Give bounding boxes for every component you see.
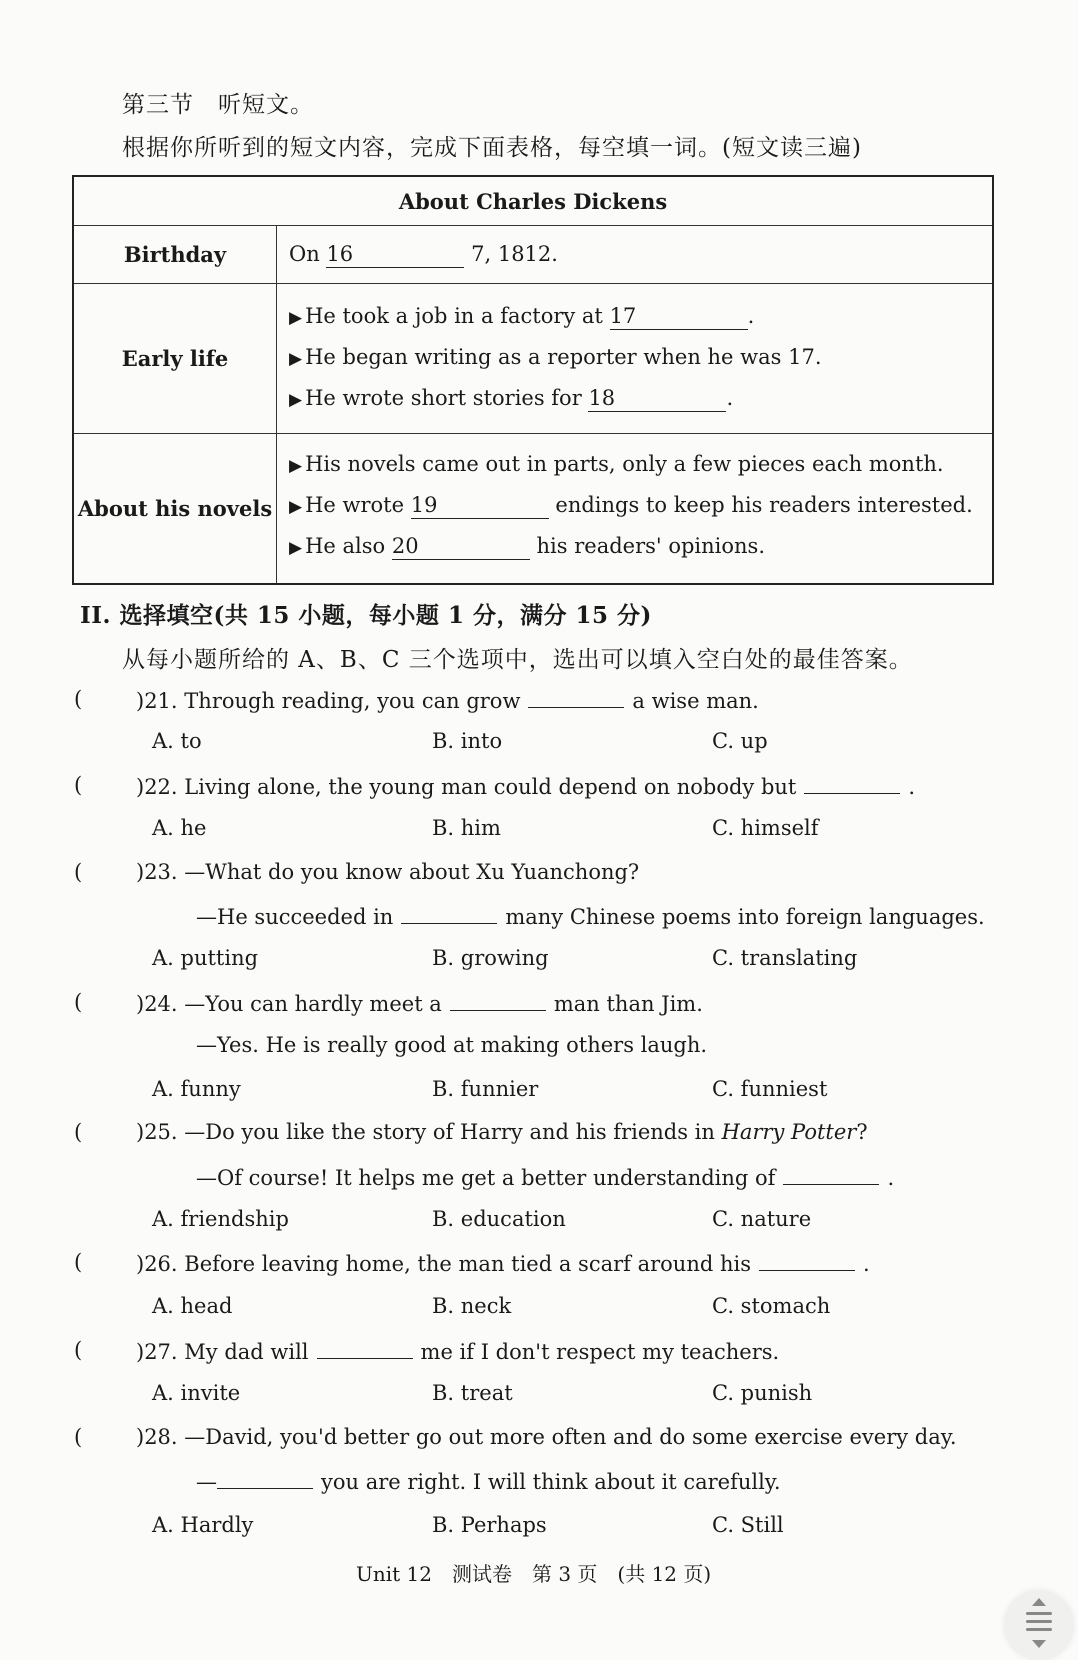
q23-line1: —What do you know about Xu Yuanchong?: [184, 860, 640, 884]
question-26: [136, 1250, 870, 1276]
early-3-pre: He wrote short stories for: [305, 386, 582, 410]
paren-26: (: [74, 1250, 83, 1274]
paren-24: (: [74, 990, 83, 1014]
q23-option-c: C. translating: [712, 946, 858, 970]
early-1-pre: He took a job in a factory at: [305, 304, 603, 328]
question-27: [136, 1338, 779, 1364]
early-line-2: ▶ He began writing as a reporter when he was 17.: [289, 345, 822, 369]
q28-line1: —David, you'd better go out more often and do some exercise every day.: [184, 1425, 957, 1449]
scroll-menu-button[interactable]: [1004, 1590, 1074, 1660]
q25-option-b: B. education: [432, 1207, 566, 1231]
q21-blank: [528, 687, 624, 708]
q25-book-title: Harry Potter: [721, 1120, 857, 1144]
blank-20: [392, 533, 530, 560]
q25-post: .: [887, 1166, 895, 1190]
q28-num: )28.: [136, 1425, 178, 1449]
question-25: [136, 1120, 868, 1144]
question-24: [136, 990, 703, 1016]
blank-18: [588, 385, 726, 412]
q28-option-c: C. Still: [712, 1513, 784, 1537]
q24-num: )24.: [136, 992, 178, 1016]
table-header: About Charles Dickens: [73, 176, 993, 226]
birthday-pre: On: [289, 242, 320, 266]
novels-line-2: ▶ He wrote 19 endings to keep his readers interested.: [289, 493, 973, 517]
q24-option-b: B. funnier: [432, 1077, 539, 1101]
question-28: [136, 1425, 957, 1449]
q23-num: )23.: [136, 860, 178, 884]
q21-pre: Through reading, you can grow: [184, 689, 521, 713]
early-life-cell: [277, 284, 994, 434]
q24-option-c: C. funniest: [712, 1077, 828, 1101]
q23-post: many Chinese poems into foreign languages.: [505, 905, 985, 929]
blank-19: [411, 492, 549, 519]
paren-23: (: [74, 860, 83, 884]
menu-bar-icon: [1026, 1620, 1052, 1623]
blank-16: [326, 241, 464, 268]
q23-line2: [196, 903, 985, 929]
section3-instruction: 根据你所听到的短文内容，完成下面表格，每空填一词。(短文读三遍): [122, 135, 862, 161]
blank-20-num: 20: [391, 534, 419, 558]
question-21: [136, 687, 759, 713]
menu-bar-icon: [1026, 1628, 1052, 1631]
early-line-1: ▶ He took a job in a factory at 17 .: [289, 304, 755, 328]
q22-num: )22.: [136, 775, 178, 799]
q28-post: you are right. I will think about it carefully.: [321, 1470, 781, 1494]
blank-19-num: 19: [410, 493, 438, 517]
novels-1-text: His novels came out in parts, only a few pieces each month.: [305, 452, 944, 476]
novels-2-pre: He wrote: [305, 493, 405, 517]
q28-option-b: B. Perhaps: [432, 1513, 547, 1537]
q25-blank: [783, 1164, 879, 1185]
question-23: [136, 860, 639, 884]
early-line-3: ▶ He wrote short stories for 18 .: [289, 386, 734, 410]
section2-instruction: 从每小题所给的 A、B、C 三个选项中，选出可以填入空白处的最佳答案。: [122, 647, 913, 673]
q21-option-c: C. up: [712, 729, 768, 753]
q23-pre: —He succeeded in: [196, 905, 394, 929]
q23-blank: [401, 903, 497, 924]
novels-label: About his novels: [73, 434, 277, 584]
q27-option-c: C. punish: [712, 1381, 813, 1405]
q24-option-a: A. funny: [152, 1077, 241, 1101]
q23-option-a: A. putting: [152, 946, 259, 970]
section2-title: II. 选择填空(共 15 小题，每小题 1 分，满分 15 分): [80, 602, 652, 629]
q25-option-c: C. nature: [712, 1207, 812, 1231]
q24-line2: —Yes. He is really good at making others laugh.: [196, 1033, 708, 1057]
blank-17: [610, 303, 748, 330]
blank-17-num: 17: [609, 304, 637, 328]
menu-bar-icon: [1026, 1612, 1052, 1615]
q21-num: )21.: [136, 689, 178, 713]
q25-line1-post: ?: [856, 1120, 868, 1144]
paren-27: (: [74, 1338, 83, 1362]
q25-num: )25.: [136, 1120, 178, 1144]
q22-option-c: C. himself: [712, 816, 819, 840]
q23-option-b: B. growing: [432, 946, 549, 970]
q21-option-b: B. into: [432, 729, 503, 753]
q24-blank: [450, 990, 546, 1011]
novels-line-3: ▶ He also 20 his readers' opinions.: [289, 534, 766, 558]
novels-3-pre: He also: [305, 534, 386, 558]
q24-post: man than Jim.: [553, 992, 703, 1016]
q21-option-a: A. to: [152, 729, 202, 753]
q28-pre: —: [196, 1470, 217, 1494]
early-2-text: He began writing as a reporter when he was 17.: [305, 345, 822, 369]
q27-num: )27.: [136, 1340, 178, 1364]
q26-option-b: B. neck: [432, 1294, 512, 1318]
q22-option-a: A. he: [152, 816, 207, 840]
q27-post: me if I don't respect my teachers.: [420, 1340, 780, 1364]
q22-option-b: B. him: [432, 816, 501, 840]
paren-25: (: [74, 1120, 83, 1144]
q27-pre: My dad will: [184, 1340, 309, 1364]
q26-pre: Before leaving home, the man tied a scarf around his: [184, 1252, 751, 1276]
q26-option-c: C. stomach: [712, 1294, 831, 1318]
blank-16-num: 16: [326, 242, 354, 266]
birthday-label: Birthday: [73, 226, 277, 284]
q27-blank: [317, 1338, 413, 1359]
paren-22: (: [74, 773, 83, 797]
q27-option-a: A. invite: [152, 1381, 241, 1405]
novels-2-post: endings to keep his readers interested.: [555, 493, 973, 517]
q22-post: .: [908, 775, 916, 799]
question-22: [136, 773, 915, 799]
early-3-post: .: [726, 386, 734, 410]
paren-21: (: [74, 687, 83, 711]
paren-28: (: [74, 1425, 83, 1449]
q26-post: .: [862, 1252, 870, 1276]
q28-option-a: A. Hardly: [152, 1513, 254, 1537]
page-footer: Unit 12 测试卷 第 3 页 (共 12 页): [356, 1562, 712, 1586]
early-life-label: Early life: [73, 284, 277, 434]
q27-option-b: B. treat: [432, 1381, 513, 1405]
q24-pre: —You can hardly meet a: [184, 992, 442, 1016]
novels-3-post: his readers' opinions.: [536, 534, 766, 558]
q25-line2: [196, 1164, 894, 1190]
q22-pre: Living alone, the young man could depend on nobody but: [184, 775, 797, 799]
blank-18-num: 18: [588, 386, 616, 410]
q25-pre: —Of course! It helps me get a better understanding of: [196, 1166, 776, 1190]
q28-line2: [196, 1468, 781, 1494]
dickens-table: [72, 175, 994, 585]
birthday-post: 7, 1812.: [471, 242, 558, 266]
q25-option-a: A. friendship: [152, 1207, 289, 1231]
birthday-cell: [277, 226, 994, 284]
early-1-post: .: [747, 304, 755, 328]
q22-blank: [804, 773, 900, 794]
section3-title: 第三节 听短文。: [122, 92, 314, 118]
scroll-up-icon: [1032, 1598, 1046, 1606]
q26-blank: [759, 1250, 855, 1271]
novels-line-1: ▶ His novels came out in parts, only a few pieces each month.: [289, 452, 944, 476]
q25-line1-pre: —Do you like the story of Harry and his friends in: [184, 1120, 715, 1144]
scroll-down-icon: [1032, 1640, 1046, 1648]
q26-num: )26.: [136, 1252, 178, 1276]
q21-post: a wise man.: [632, 689, 759, 713]
q26-option-a: A. head: [152, 1294, 233, 1318]
novels-cell: [277, 434, 994, 584]
q28-blank: [217, 1468, 313, 1489]
